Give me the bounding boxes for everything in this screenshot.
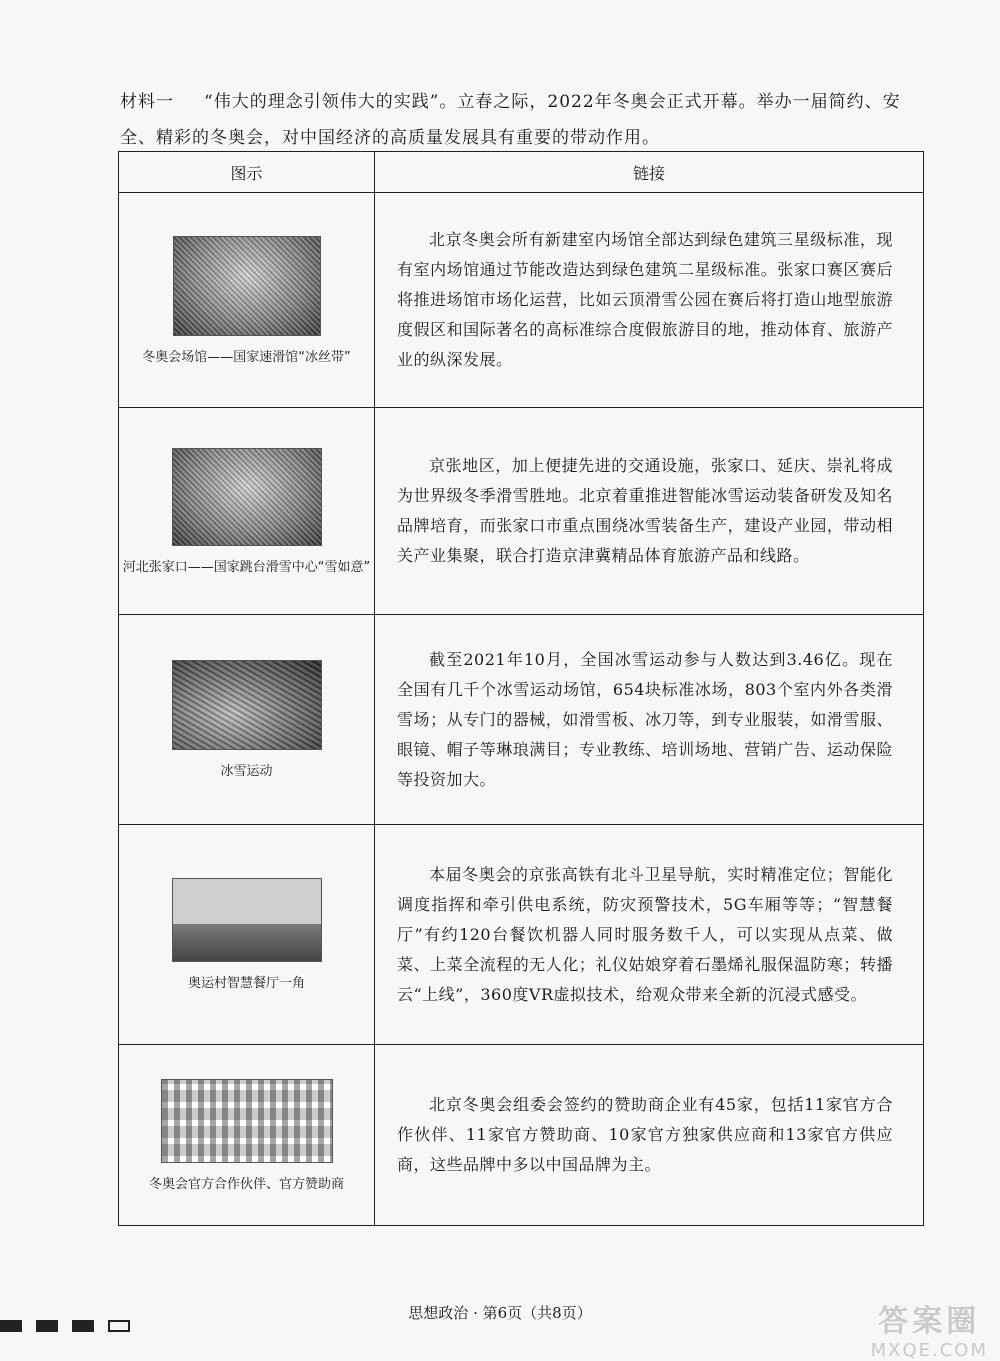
link-text: 截至2021年10月，全国冰雪运动参与人数达到3.46亿。现在全国有几千个冰雪运动场馆，654块标准冰场，803个室内外各类滑雪场；从专门的器械，如滑雪板、冰刀等，到专业服装，如滑雪服、眼镜、帽子等琳琅满目；专业教练、培训场地、营销广告、运动保险等投资加大。 (397, 649, 893, 789)
ski-jump-center-photo (172, 448, 322, 546)
figure-cell (119, 615, 375, 825)
figure-caption: 奥运村智慧餐厅一角 (187, 976, 305, 991)
link-text: 京张地区，加上便捷先进的交通设施，张家口、延庆、崇礼将成为世界级冬季滑雪胜地。北京着重推进智能冰雪运动装备研发及知名品牌培育，而张家口市重点围绕冰雪装备生产，建设产业园，带动相关产业集聚，联合打造京津冀精品体育旅游产品和线路。 (397, 456, 893, 565)
table-row (119, 408, 924, 615)
speed-skating-oval-photo (173, 236, 321, 336)
material-intro (120, 84, 920, 156)
link-text: 北京冬奥会组委会签约的赞助商企业有45家，包括11家官方合作伙伴、11家官方赞助商、10家官方独家供应商和13家官方供应商，这些品牌中多以中国品牌为主。 (397, 1095, 893, 1174)
snow-sports-photo (172, 660, 322, 750)
link-text: 本届冬奥会的京张高铁有北斗卫星导航，实时精准定位；智能化调度指挥和牵引供电系统，防灾预警技术，5G车厢等等；“智慧餐厅”有约120台餐饮机器人同时服务数千人，可以实现从点菜、做菜、上菜全流程的无人化；礼仪姑娘穿着石墨烯礼服保温防寒；转播云“上线”，360度VR虚拟技术，给观众带来全新的沉浸式感受。 (397, 864, 893, 1004)
figure-caption: 冬奥会场馆——国家速滑馆“冰丝带” (142, 349, 351, 365)
link-text: 北京冬奥会所有新建室内场馆全部达到绿色建筑三星级标准，现有室内场馆通过节能改造达到绿色建筑二星级标准。张家口赛区赛后将推进场馆市场化运营，比如云顶滑雪公园在赛后将打造山地型旅游度假区和国际著名的高标准综合度假旅游目的地，推动体育、旅游产业的纵深发展。 (397, 230, 893, 369)
sponsor-logos-photo (161, 1079, 333, 1163)
figure-cell (119, 1045, 375, 1226)
table-row (119, 615, 924, 825)
text-cell (375, 193, 924, 408)
header-illustration: 图示 (119, 152, 375, 193)
figure-caption: 冰雪运动 (220, 764, 273, 779)
watermark-logo (871, 1296, 988, 1361)
figure-caption: 冬奥会官方合作伙伴、官方赞助商 (148, 1176, 344, 1192)
table-row (119, 825, 924, 1045)
table-row (119, 193, 924, 408)
material-label: 材料一 (120, 92, 174, 112)
text-cell (375, 615, 924, 825)
text-cell (375, 408, 924, 615)
table-header-row (119, 152, 924, 193)
figure-caption: 河北张家口——国家跳台滑雪中心“雪如意” (122, 559, 371, 575)
smart-restaurant-photo (172, 878, 322, 962)
watermark-title: 答案圈 (878, 1304, 981, 1339)
text-cell (375, 1045, 924, 1226)
table-row (119, 1045, 924, 1226)
figure-cell (119, 825, 375, 1045)
material-table (118, 151, 924, 1226)
figure-cell (119, 408, 375, 615)
material-intro-text: “伟大的理念引领伟大的实践”。立春之际，2022年冬奥会正式开幕。举办一届简约、安全、精彩的冬奥会，对中国经济的高质量发展具有重要的带动作用。 (120, 92, 901, 148)
header-link: 链接 (375, 152, 924, 193)
watermark-url: MXQE.COM (870, 1340, 988, 1361)
page-footer: 思想政治 · 第6页（共8页） (408, 1304, 592, 1322)
figure-cell (119, 193, 375, 408)
text-cell (375, 825, 924, 1045)
